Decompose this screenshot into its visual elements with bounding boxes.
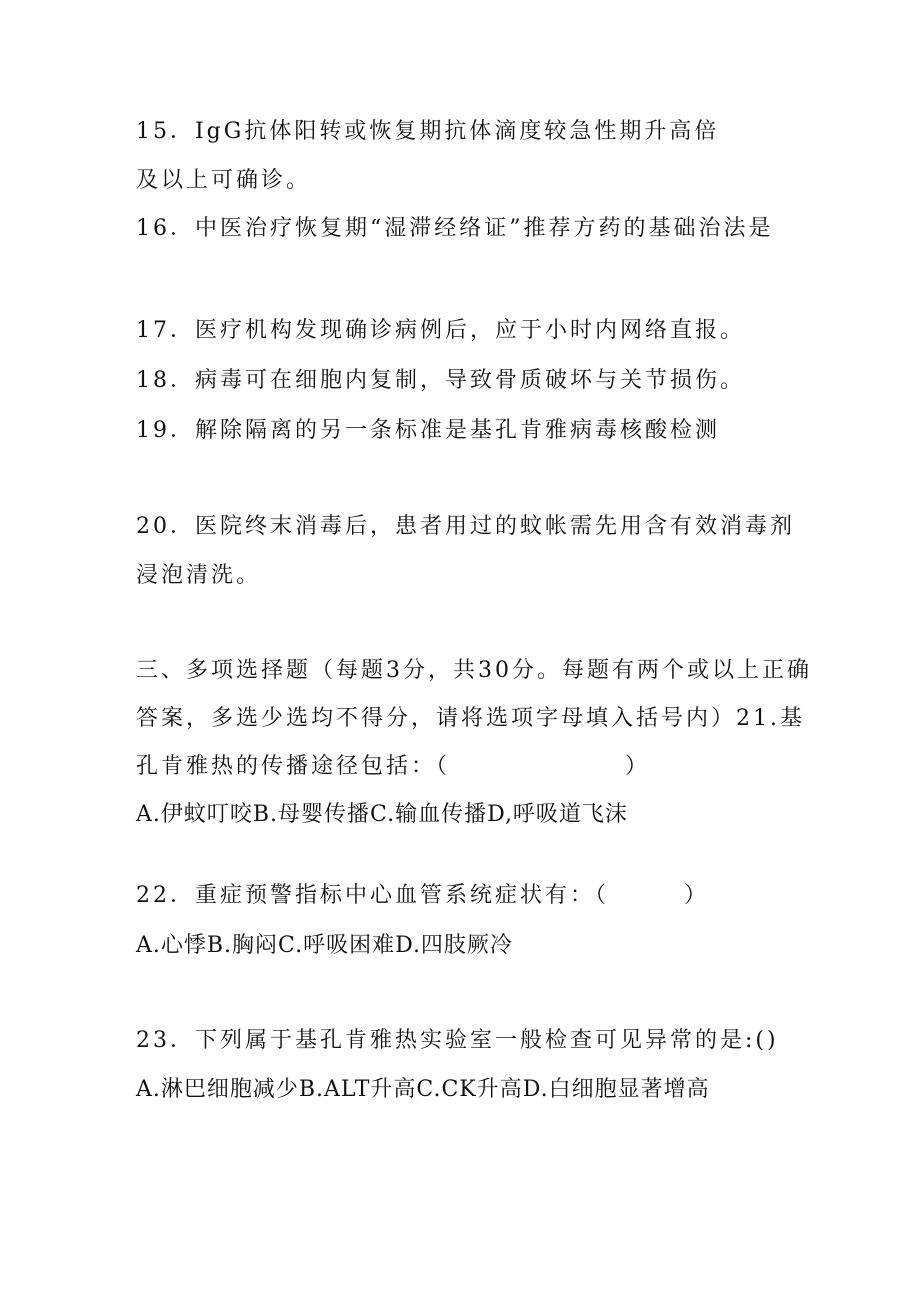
question-18: 18．病毒可在细胞内复制，导致骨质破坏与关节损伤。 [136,368,745,393]
question-22-stem: 22．重症预警指标中心血管系统症状有：（ ） [136,883,709,908]
question-20-line-1: 20．医院终末消毒后，患者用过的蚊帐需先用含有效消毒剂 [136,514,795,539]
question-23-stem: 23．下列属于基孔肯雅热实验室一般检查可见异常的是:() [136,1028,779,1053]
question-15-line-2: 及以上可确诊。 [136,168,312,193]
question-15-line-1: 15．IgG抗体阳转或恢复期抗体滴度较急性期升高倍 [136,119,720,144]
question-17: 17．医疗机构发现确诊病例后，应于小时内网络直报。 [136,318,745,343]
question-20-line-2: 浸泡清洗。 [136,563,262,588]
section-three-heading-line-1: 三、多项选择题（每题3分，共30分。每题有两个或以上正确 [136,658,812,683]
question-21-options: A.伊蚊叮咬B.母婴传播C.输血传播D,呼吸道飞沫 [136,802,628,827]
question-22-options: A.心悸B.胸闷C.呼吸困难D.四肢厥冷 [136,933,513,958]
question-19: 19．解除隔离的另一条标准是基孔肯雅病毒核酸检测 [136,418,720,443]
question-23-options: A.淋巴细胞减少B.ALT升高C.CK升高D.白细胞显著增高 [136,1077,710,1102]
section-three-heading-line-2: 答案，多选少选均不得分，请将选项字母填入括号内）21.基 [136,706,805,731]
question-21-stem: 孔肯雅热的传播途径包括：（ ） [136,754,651,779]
question-16: 16．中医治疗恢复期“湿滞经络证”推荐方药的基础治法是 [136,216,774,241]
